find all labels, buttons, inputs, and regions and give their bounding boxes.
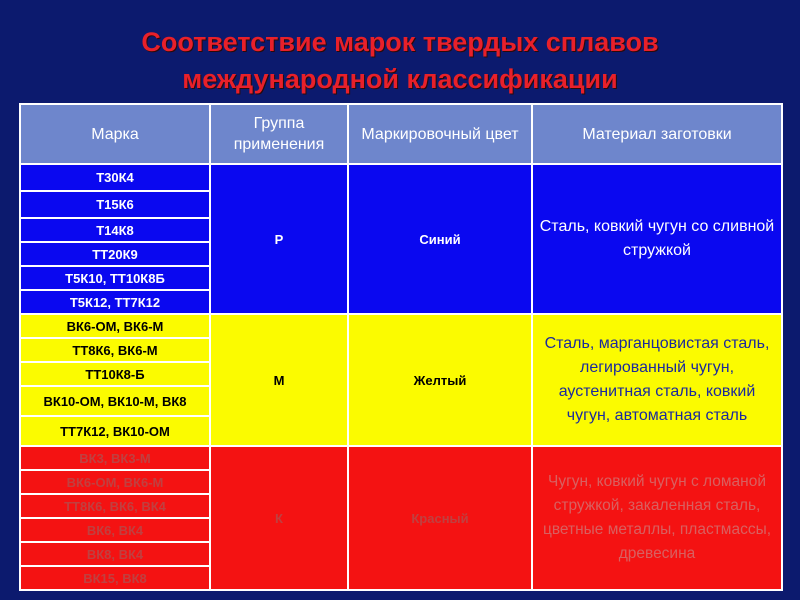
table-row — [20, 314, 782, 338]
material-cell: Сталь, марганцовистая сталь, легированный чугун, аустенитная сталь, ковкий чугун, автоматная сталь — [532, 314, 782, 446]
brand-cell: ВК6, ВК4 — [20, 518, 210, 542]
material-cell: Чугун, ковкий чугун с ломаной стружкой, закаленная сталь, цветные металлы, пластмассы, древесина — [532, 446, 782, 590]
brand-cell: ВК15, ВК8 — [20, 566, 210, 590]
alloy-classification-table — [19, 103, 783, 591]
material-cell: Сталь, ковкий чугун со сливной стружкой — [532, 164, 782, 314]
title-line-2: международной классификации — [182, 64, 618, 94]
title-line-1: Соответствие марок твердых сплавов — [141, 27, 659, 57]
header-brand: Марка — [20, 104, 210, 164]
brand-cell: ВК6-ОМ, ВК6-М — [20, 470, 210, 494]
group-cell: Р — [210, 164, 348, 314]
header-marking-color: Маркировочный цвет — [348, 104, 532, 164]
group-cell: К — [210, 446, 348, 590]
table-row — [20, 446, 782, 470]
brand-cell: ВК10-ОМ, ВК10-М, ВК8 — [20, 386, 210, 416]
header-application-group: Группа применения — [210, 104, 348, 164]
brand-cell: Т30К4 — [20, 164, 210, 191]
brand-cell: Т5К10, ТТ10К8Б — [20, 266, 210, 290]
page-title — [0, 24, 800, 98]
color-cell: Красный — [348, 446, 532, 590]
color-cell: Синий — [348, 164, 532, 314]
color-cell: Желтый — [348, 314, 532, 446]
brand-cell: ВК3, ВК3-М — [20, 446, 210, 470]
group-cell: М — [210, 314, 348, 446]
brand-cell: ВК8, ВК4 — [20, 542, 210, 566]
brand-cell: ТТ8К6, ВК6, ВК4 — [20, 494, 210, 518]
brand-cell: Т5К12, ТТ7К12 — [20, 290, 210, 314]
brand-cell: ВК6-ОМ, ВК6-М — [20, 314, 210, 338]
brand-cell: Т14К8 — [20, 218, 210, 242]
brand-cell: ТТ20К9 — [20, 242, 210, 266]
brand-cell: ТТ8К6, ВК6-М — [20, 338, 210, 362]
brand-cell: ТТ10К8-Б — [20, 362, 210, 386]
brand-cell: Т15К6 — [20, 191, 210, 218]
table-row — [20, 164, 782, 191]
brand-cell: ТТ7К12, ВК10-ОМ — [20, 416, 210, 446]
table-header-row — [20, 104, 782, 164]
header-workpiece-material: Материал заготовки — [532, 104, 782, 164]
